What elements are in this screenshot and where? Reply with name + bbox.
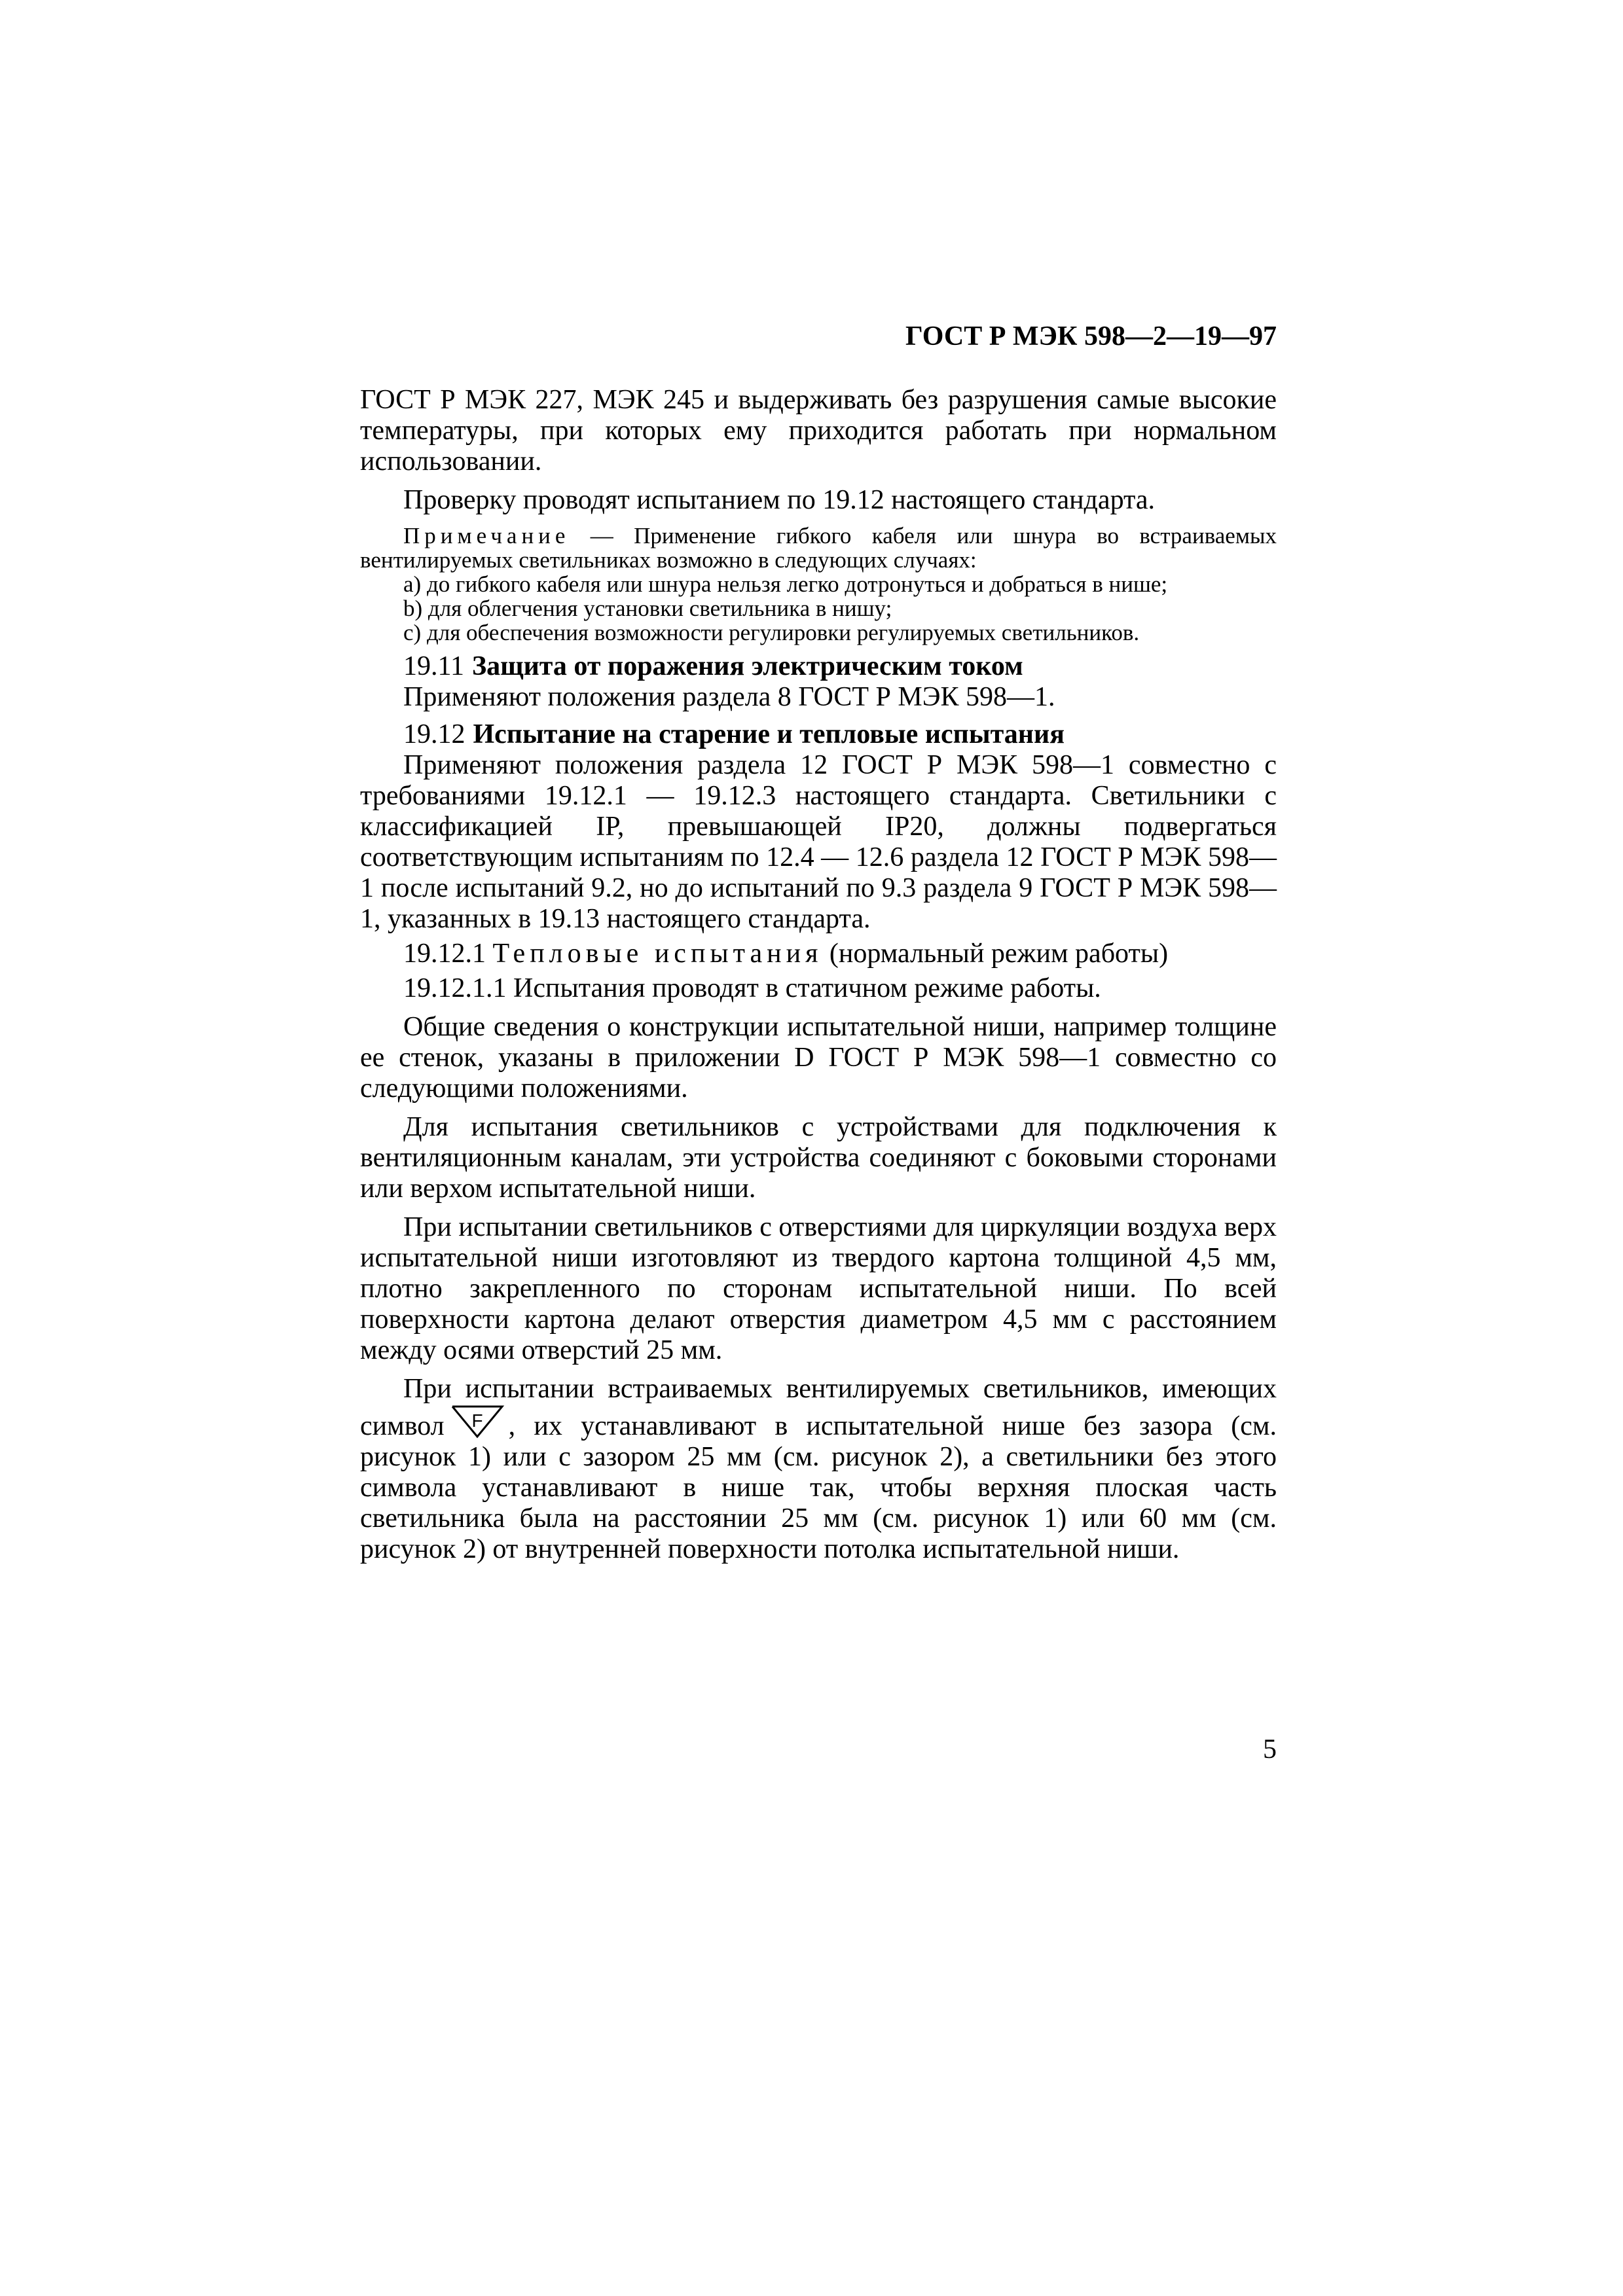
f-symbol-letter: F [471, 1410, 483, 1431]
body-paragraph-niche-construction: Общие сведения о конструкции испытательной ниши, например толщине ее стенок, указаны в приложении D ГОСТ Р МЭК 598—1 совместно со следующими положениями. [360, 1012, 1277, 1103]
section-heading-19-11 [360, 651, 1277, 682]
section-heading-19-12-1 [360, 939, 1277, 969]
section-heading-19-12 [360, 719, 1277, 750]
f-triangle-symbol-icon [450, 1405, 505, 1439]
note-label: Примечание [403, 523, 570, 548]
note-text: — Применение гибкого кабеля или шнура во встраиваемых вентилируемых светильниках возможно в следующих случаях: [360, 523, 1277, 573]
note-block [360, 524, 1277, 645]
document-code-header: ГОСТ Р МЭК 598—2—19—97 [905, 321, 1277, 351]
body-paragraph-air-circulation: При испытании светильников с отверстиями для циркуляции воздуха верх испытательной ниши изготовляют из твердого картона толщиной 4,5 мм, плотно закрепленного по сторонам испытательной ниши. По всей поверхности картона делают отверстия диаметром 4,5 мм с расстоянием между осями отверстий 25 мм. [360, 1212, 1277, 1365]
section-title-rest: (нормальный режим работы) [822, 939, 1169, 969]
body-paragraph-ventilation-devices: Для испытания светильников с устройствами для подключения к вентиляционным каналам, эти устройства соединяют с боковыми сторонами или верхом испытательной ниши. [360, 1112, 1277, 1204]
note-item-a: a) до гибкого кабеля или шнура нельзя легко дотронуться и добраться в нише; [403, 571, 1168, 597]
section-number: 19.12.1 [403, 939, 486, 969]
note-item-b: b) для облегчения установки светильника в нишу; [403, 596, 892, 621]
symbol-paragraph-start: При испытании встраиваемых вентилируемых светильников, имеющих символ [360, 1374, 1277, 1441]
page-body [360, 385, 1277, 1565]
section-title: Тепловые испытания [492, 939, 823, 969]
page-number: 5 [1263, 1734, 1277, 1765]
section-title: Испытание на старение и тепловые испытания [473, 719, 1065, 749]
section-number: 19.12 [403, 719, 465, 749]
verification-paragraph: Проверку проводят испытанием по 19.12 настоящего стандарта. [403, 485, 1156, 515]
note-item-c: c) для обеспечения возможности регулировки регулируемых светильников. [403, 620, 1140, 645]
body-paragraph-symbol-f [360, 1374, 1277, 1565]
section-19-12-body: Применяют положения раздела 12 ГОСТ Р МЭК 598—1 совместно с требованиями 19.12.1 — 19.12.3 настоящего стандарта. Светильники с классификацией IP, превышающей IP20, должны подвергаться соответствующим испытаниям по 12.4 — 12.6 раздела 12 ГОСТ Р МЭК 598—1 после испытаний 9.2, но до испытаний по 9.3 раздела 9 ГОСТ Р МЭК 598—1, указанных в 19.13 настоящего стандарта. [360, 750, 1277, 934]
section-number: 19.11 [403, 651, 464, 681]
symbol-paragraph-end: , их устанавливают в испытательной нише без зазора (см. рисунок 1) или с зазором 25 мм (см. рисунок 2), а светильники без этого символа устанавливают в нише так, чтобы верхняя плоская часть светильника была на расстоянии 25 мм (см. рисунок 1) или 60 мм (см. рисунок 2) от внутренней поверхности потолка испытательной ниши. [360, 1411, 1277, 1564]
note-paragraph [360, 524, 1277, 572]
continuation-paragraph: ГОСТ Р МЭК 227, МЭК 245 и выдерживать без разрушения самые высокие температуры, при которых ему приходится работать при нормальном использовании. [360, 385, 1277, 476]
section-19-11-body: Применяют положения раздела 8 ГОСТ Р МЭК 598—1. [403, 682, 1055, 712]
section-title: Защита от поражения электрическим током [471, 651, 1023, 681]
section-19-12-1-1: 19.12.1.1 Испытания проводят в статичном режиме работы. [403, 973, 1101, 1003]
